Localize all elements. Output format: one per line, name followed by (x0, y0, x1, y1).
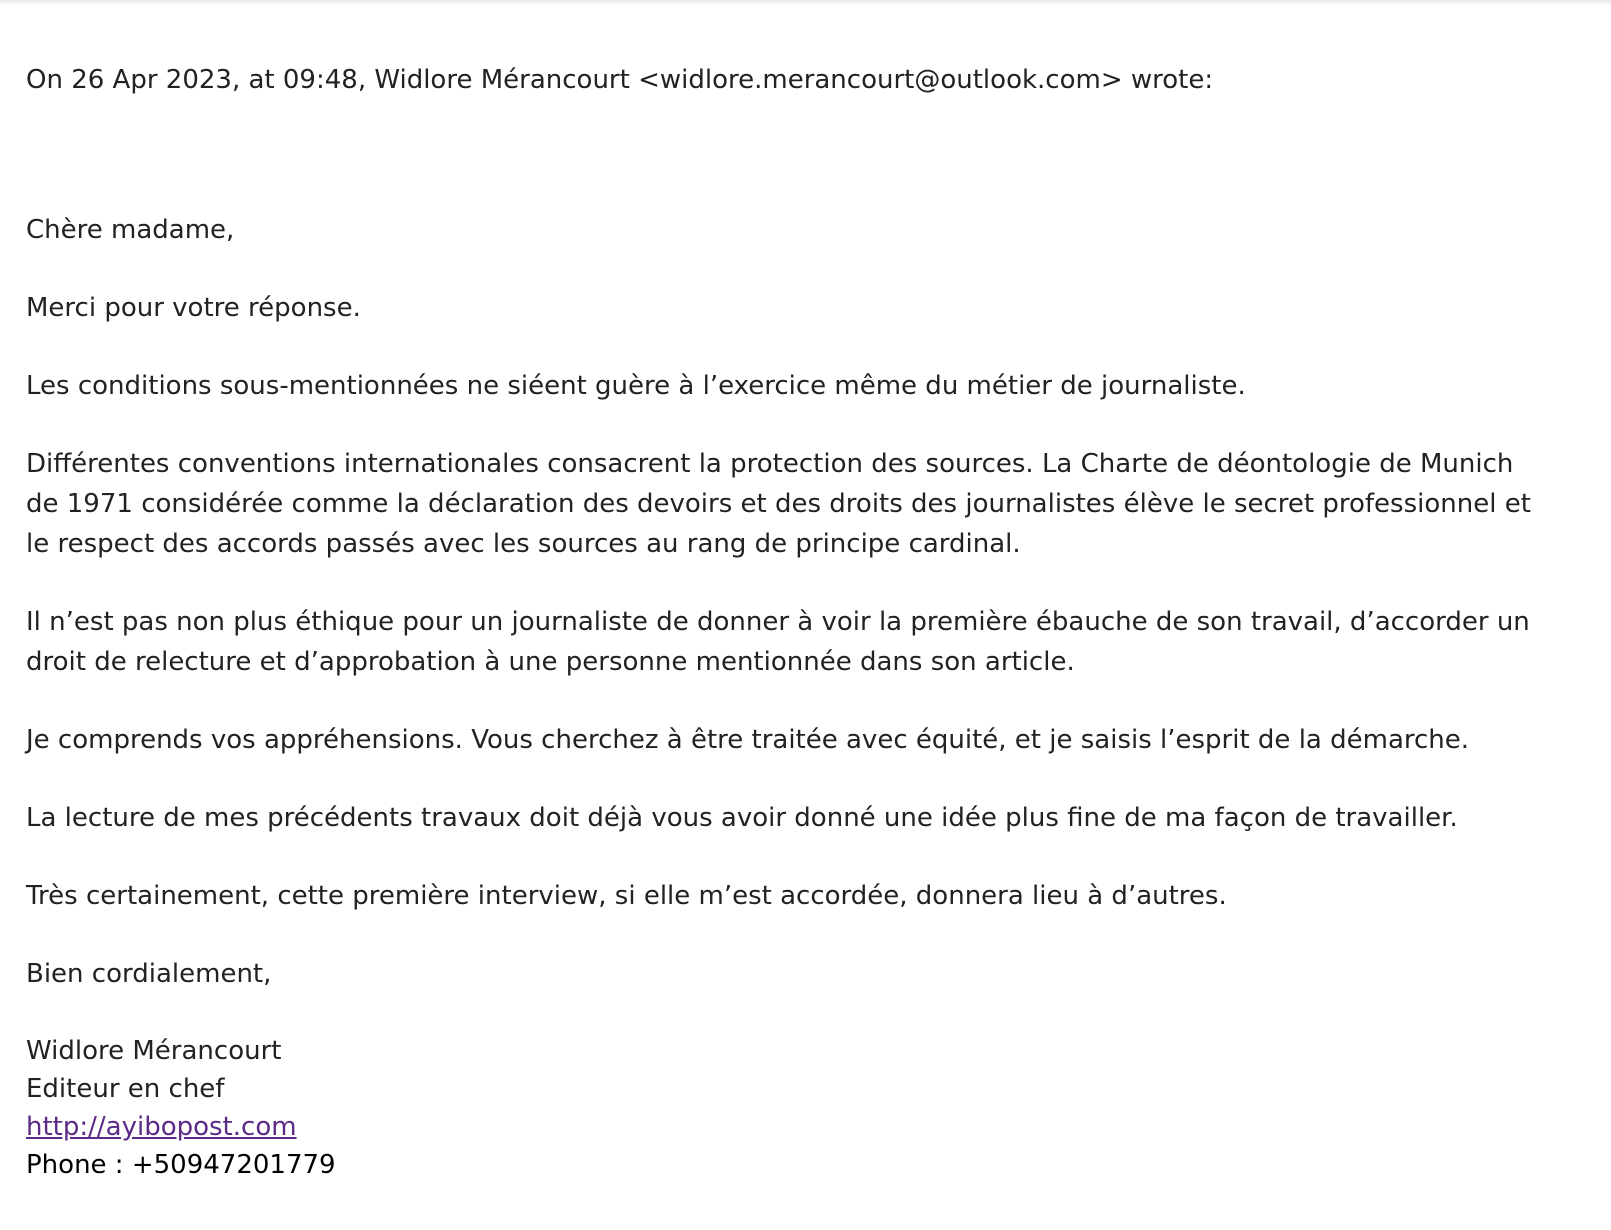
body-paragraph: Différentes conventions internationales consacrent la protection des sources. La Charte de déontologie de Munich de 1971 considérée comme la déclaration des devoirs et des droits des journalistes élève le secret professionnel et le respect des accords passés avec les sources au rang de principe cardinal. (26, 449, 1531, 559)
signature-title: Editeur en chef (26, 1074, 225, 1104)
signature-name: Widlore Mérancourt (26, 1036, 282, 1066)
body-paragraph: Je comprends vos appréhensions. Vous cherchez à être traitée avec équité, et je saisis l’esprit de la démarche. (26, 725, 1470, 755)
website-link[interactable]: http://ayibopost.com (26, 1112, 297, 1142)
body-paragraph: Les conditions sous-mentionnées ne siéent guère à l’exercice même du métier de journaliste. (26, 371, 1246, 401)
top-divider (0, 0, 1611, 6)
body-paragraph: Très certainement, cette première interview, si elle m’est accordée, donnera lieu à d’autres. (26, 881, 1227, 911)
body-paragraph: La lecture de mes précédents travaux doit déjà vous avoir donné une idée plus fine de ma façon de travailler. (26, 803, 1458, 833)
signature-website-row (26, 1108, 1586, 1146)
signature-phone: Phone : +50947201779 (26, 1150, 336, 1180)
body-paragraph: Il n’est pas non plus éthique pour un journaliste de donner à voir la première ébauche de son travail, d’accorder un droit de relecture et d’approbation à une personne mentionnée dans son article. (26, 607, 1530, 677)
quote-header: On 26 Apr 2023, at 09:48, Widlore Mérancourt <widlore.merancourt@outlook.com> wrote: (26, 65, 1214, 95)
signature-block (26, 1032, 1586, 1184)
greeting: Chère madame, (26, 215, 235, 245)
email-message (26, 60, 1586, 1184)
closing: Bien cordialement, (26, 959, 272, 989)
email-body (26, 210, 1586, 1184)
body-paragraph: Merci pour votre réponse. (26, 293, 361, 323)
